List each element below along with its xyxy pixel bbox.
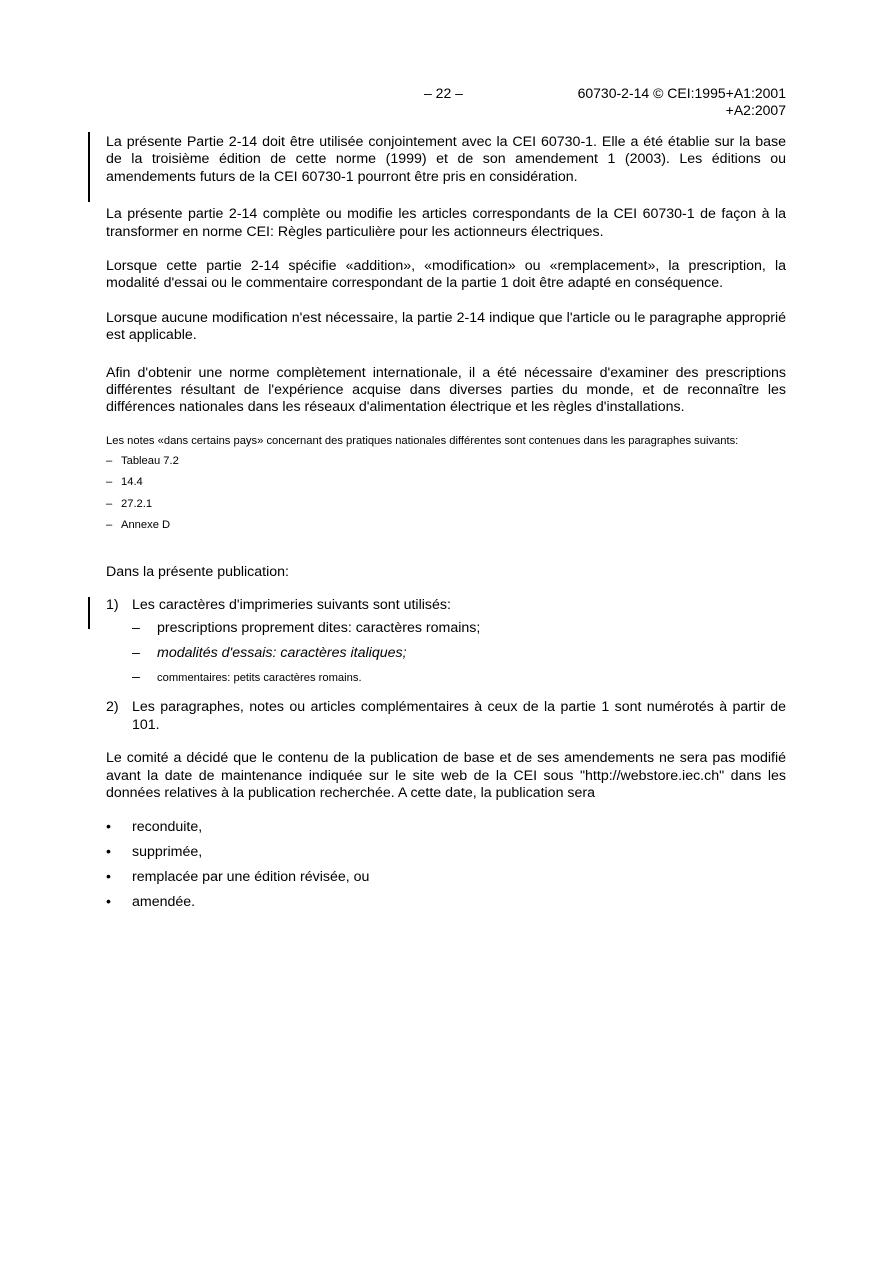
list-item: • reconduite,: [106, 819, 203, 836]
paragraph-international: Afin d'obtenir une norme complètement internationale, il a été nécessaire d'examiner des prescriptions différentes résultant de l'expérience acquise dans diverses parties du monde, et de reconnaître les différences nationales dans les réseaux d'alimentation électrique et les règles d'installations.: [106, 364, 786, 416]
list-item: – prescriptions proprement dites: caractères romains;: [132, 620, 481, 637]
list-item: • amendée.: [106, 893, 196, 910]
paragraph-no-modification: Lorsque aucune modification n'est nécessaire, la partie 2-14 indique que l'article ou le paragraphe approprié est applicable.: [106, 309, 786, 344]
notes-list: [106, 454, 786, 533]
document-body: [106, 134, 786, 918]
notes-intro: Les notes «dans certains pays» concernant des pratiques nationales différentes sont contenues dans les paragraphes suivants:: [106, 434, 739, 447]
paragraph-scope: La présente partie 2-14 complète ou modifie les articles correspondants de la CEI 60730-1 de façon à la transformer en norme CEI: Règles particulière pour les actionneurs électriques.: [106, 206, 786, 240]
page-header: [106, 85, 786, 125]
list-item: • supprimée,: [106, 844, 203, 861]
bullet-list: [106, 819, 786, 911]
list-item: – Tableau 7.2: [106, 454, 179, 467]
list-item: – 14.4: [106, 476, 143, 489]
list-item: – commentaires: petits caractères romains.: [132, 669, 362, 685]
change-bar-top: [88, 132, 90, 202]
numbered-item-1-text: Les caractères d'imprimeries suivants sont utilisés:: [132, 596, 451, 613]
list-item: – 27.2.1: [106, 497, 153, 510]
paragraph-usage: La présente Partie 2-14 doit être utilisée conjointement avec la CEI 60730-1. Elle a été établie sur la base de la troisième édition de cette norme (1999) et de son amendement 1 (2003). Les éditions ou amendements futurs de la CEI 60730-1 pourront être pris en considération.: [106, 134, 786, 185]
paragraph-specify: Lorsque cette partie 2-14 spécifie «addition», «modification» ou «remplacement», la prescription, la modalité d'essai ou le commentaire correspondant de la partie 1 doit être adapté en conséquence.: [106, 258, 786, 292]
page-number: – 22 –: [424, 85, 463, 101]
list-item: • remplacée par une édition révisée, ou: [106, 868, 370, 885]
numbered-item-2: 2) Les paragraphes, notes ou articles complémentaires à ceux de la partie 1 sont numérotés à partir de 101.: [106, 699, 786, 733]
list-item: – Annexe D: [106, 519, 171, 532]
list-item: – modalités d'essais: caractères italiques;: [132, 644, 407, 661]
typography-sublist: [132, 620, 786, 687]
document-reference: [578, 85, 786, 119]
paragraph-committee: Le comité a décidé que le contenu de la publication de base et de ses amendements ne sera pas modifié avant la date de maintenance indiquée sur le site web de la CEI sous "http://webstore.iec.ch" dans les données relatives à la publication recherchée. A cette date, la publication sera: [106, 750, 786, 802]
publication-intro: Dans la présente publication:: [106, 564, 289, 581]
numbered-list: [106, 597, 786, 734]
change-bar-bottom: [88, 597, 90, 629]
numbered-item-1: 1) Les caractères d'imprimeries suivants sont utilisés: – prescriptions proprement dites: caractères romains; – modalités d'essais: caractères italiques; – commentaires: petits caractères romains.: [106, 597, 786, 695]
document-reference-line1: 60730-2-14 © CEI:1995+A1:2001: [577, 85, 786, 101]
document-reference-line2: +A2:2007: [725, 102, 786, 118]
